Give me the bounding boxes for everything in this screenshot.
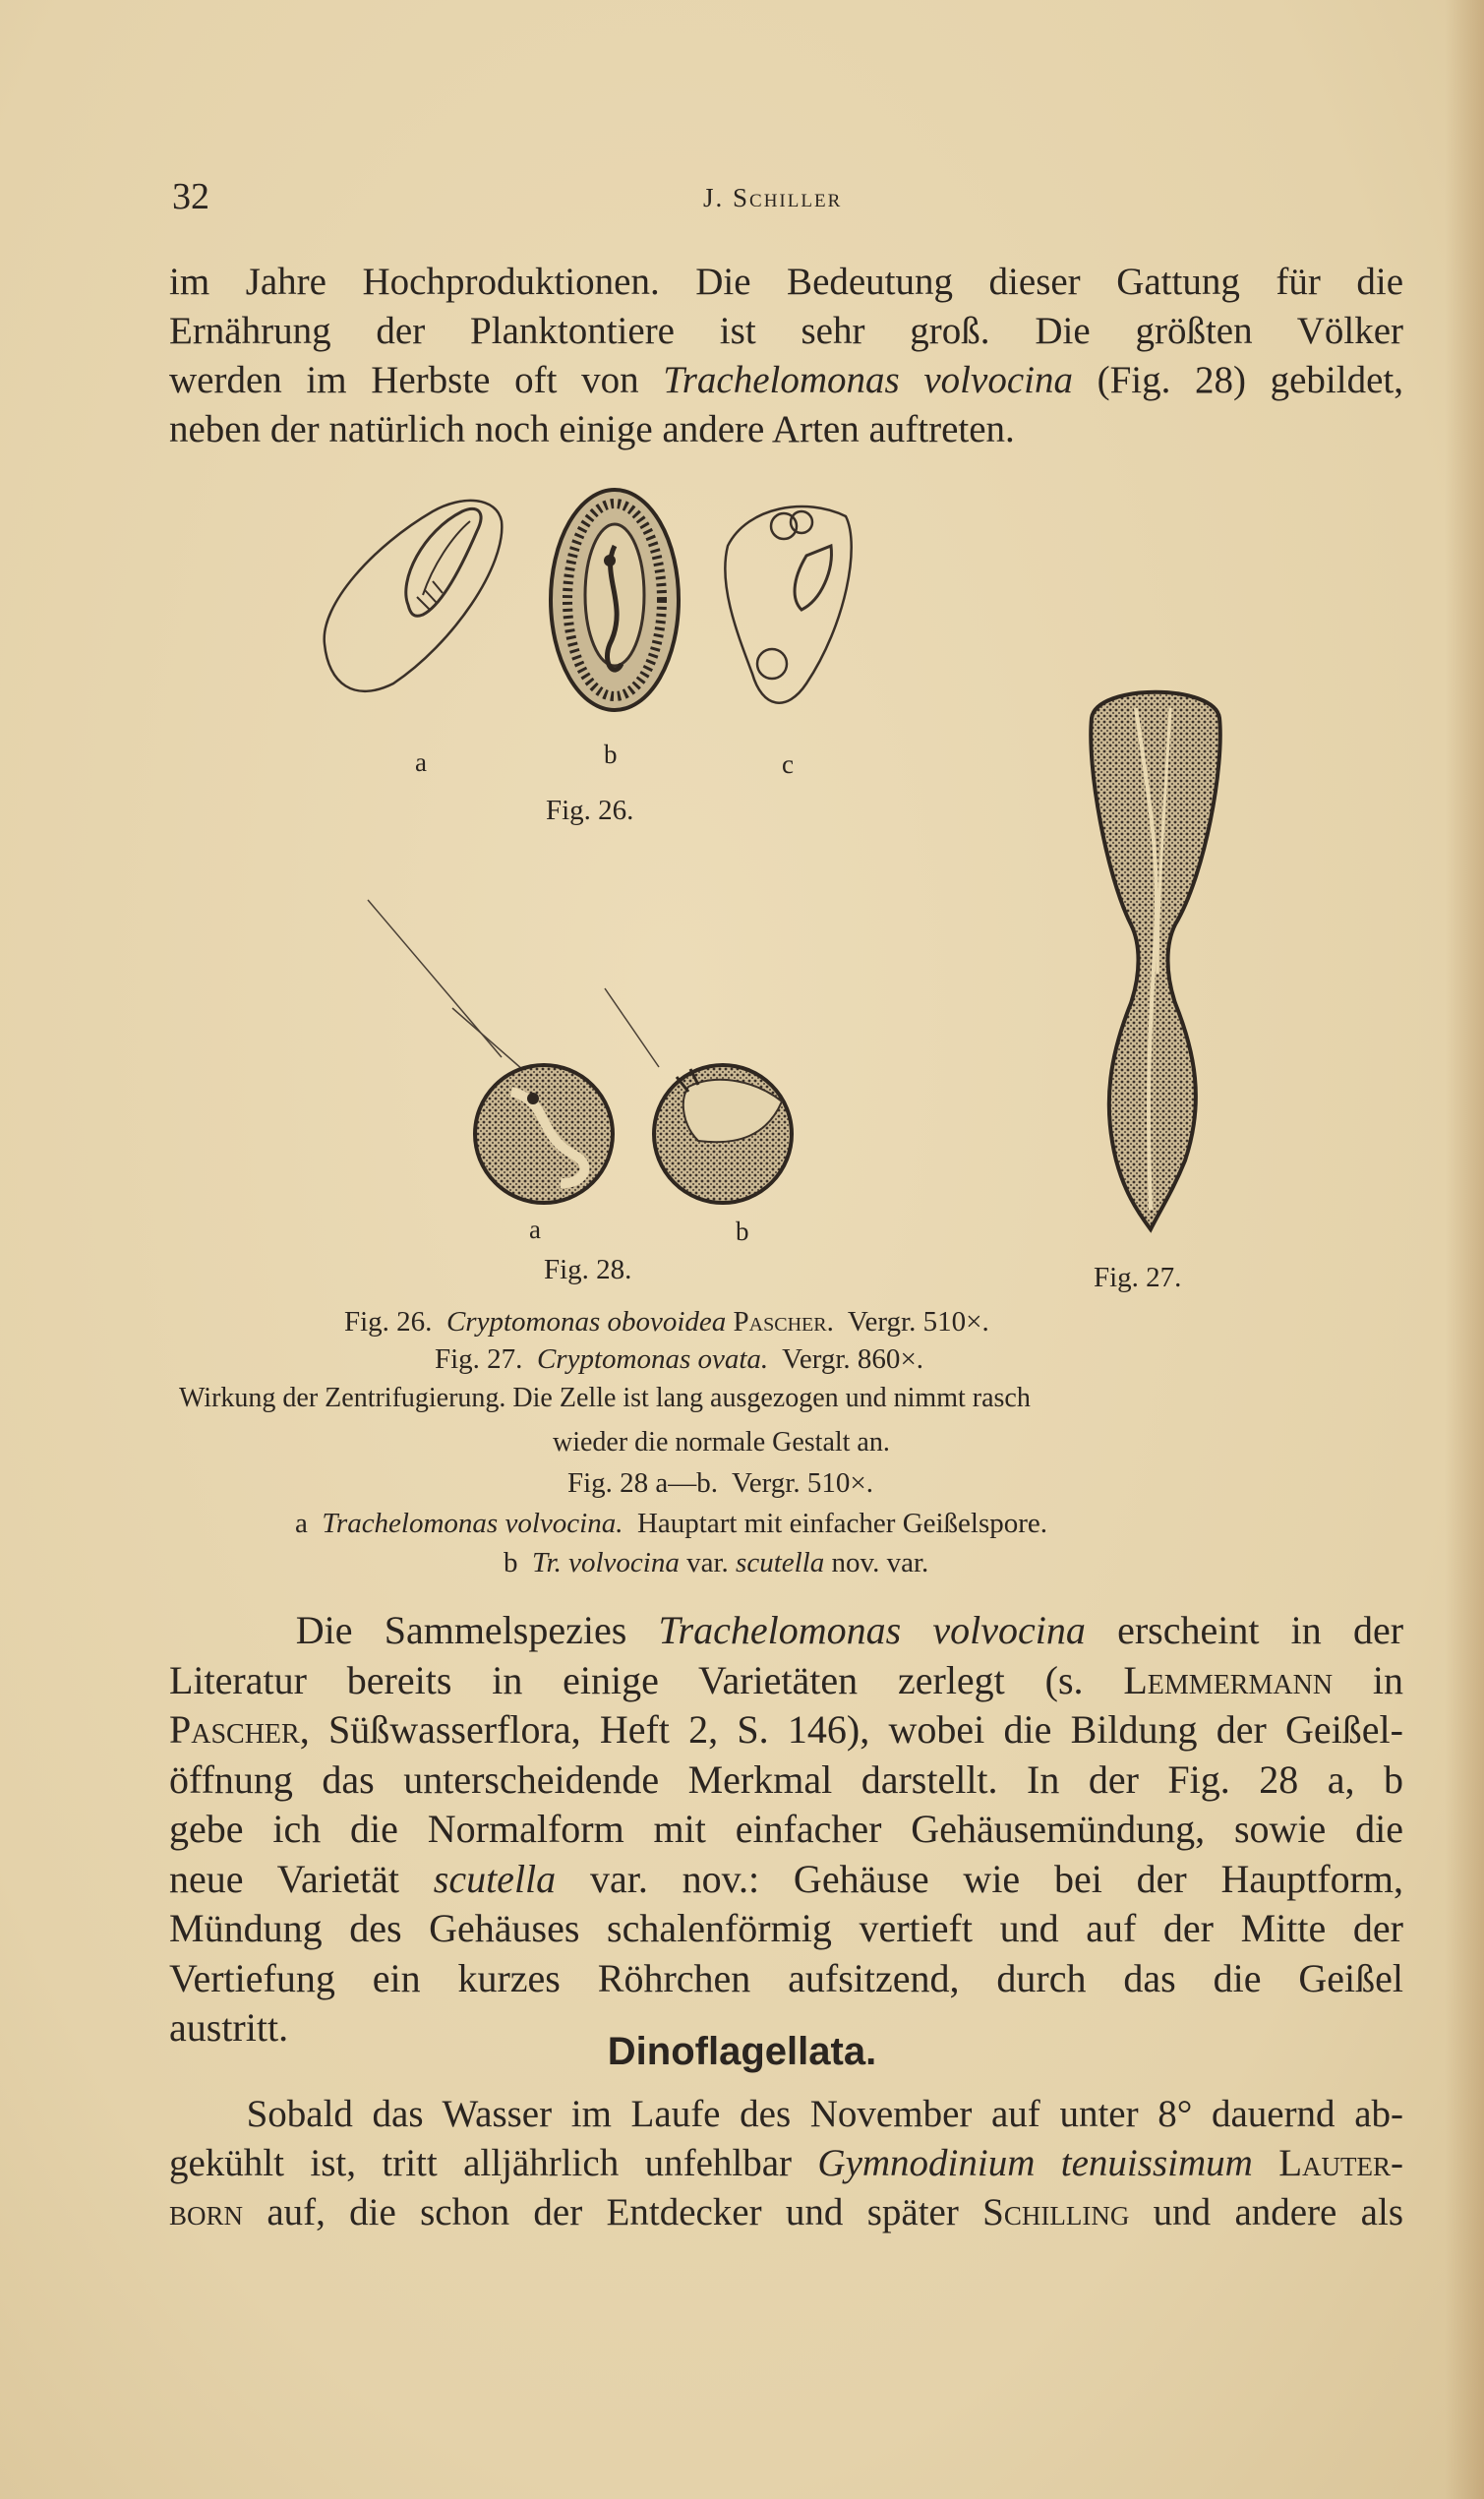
p2-line-8: Vertiefung ein kurzes Röhrchen aufsitzend, durch das die Geißel <box>169 1955 1403 2000</box>
p3-line-1 <box>169 2090 1403 2139</box>
p2-line-6-b: var. nov.: Gehäuse wie bei der Hauptform, <box>589 1856 1403 1901</box>
caption-fig26: Fig. 26. Cryptomonas obovoidea Pascher. Vergr. 510×. <box>344 1306 989 1338</box>
p3-author-lauterborn-a: Lauter- <box>1278 2142 1404 2184</box>
caption-fig28a-text: Hauptart mit einfacher Geißelspore. <box>636 1508 1048 1539</box>
p3-author-schilling: Schilling <box>982 2191 1130 2233</box>
caption-fig27-line4: wieder die normale Gestalt an. <box>553 1427 890 1458</box>
fig26a-cell <box>325 501 503 691</box>
fig26-label-c: c <box>782 749 794 779</box>
p3-species: Gymnodinium tenuissimum <box>817 2142 1253 2184</box>
intro-line-3 <box>169 356 1403 405</box>
fig27-title: Fig. 27. <box>1094 1262 1182 1293</box>
caption-fig26-prefix: Fig. 26. <box>344 1306 433 1338</box>
page-number: 32 <box>172 176 209 217</box>
p2-line-5: gebe ich die Normalform mit einfacher Gehäusemündung, sowie die <box>169 1807 1403 1851</box>
p3-line-2 <box>169 2139 1403 2188</box>
p2-line-6 <box>169 1855 1403 1905</box>
p2-line-1 <box>169 1606 1403 1656</box>
p2-author-lemmermann: Lemmermann <box>1123 1657 1334 1702</box>
caption-fig28b-end: nov. var. <box>831 1547 929 1578</box>
caption-fig28b-var-label: var. <box>686 1547 729 1578</box>
p3-line-3-c: und andere als <box>1153 2191 1403 2233</box>
fig28-label-a: a <box>529 1215 541 1244</box>
fig27-drawing <box>1067 679 1244 1249</box>
p2-variety: scutella <box>433 1856 557 1901</box>
intro-paragraph <box>169 258 1403 454</box>
caption-fig27-vergr: Vergr. 860 <box>782 1343 901 1375</box>
caption-fig28b-species: Tr. volvocina <box>532 1547 680 1578</box>
caption-fig28a <box>295 1508 1047 1540</box>
times-icon: × <box>850 1467 866 1499</box>
fig28-pointer-lines <box>368 900 659 1077</box>
p3-line-2-a: gekühlt ist, tritt alljährlich unfehlbar <box>169 2142 793 2184</box>
p2-species: Trachelomonas volvocina <box>658 1608 1086 1652</box>
fig26-title: Fig. 26. <box>546 795 634 826</box>
intro-line-3-a: werden im Herbste oft von <box>169 359 639 401</box>
p2-line-1-a: Die Sammelspezies <box>295 1608 627 1652</box>
fig28-drawings <box>364 890 826 1215</box>
fig28-title: Fig. 28. <box>544 1254 632 1285</box>
caption-fig27-prefix: Fig. 27. <box>435 1343 523 1375</box>
caption-fig28b <box>504 1547 928 1579</box>
caption-fig28b-letter: b <box>504 1547 518 1578</box>
p3-line-3 <box>169 2188 1403 2237</box>
section-heading: Dinoflagellata. <box>607 2030 877 2073</box>
p3-line-3-b: auf, die schon der Entdecker und später <box>267 2191 959 2233</box>
fig26b-cell <box>551 490 679 710</box>
times-icon: × <box>900 1343 917 1375</box>
p2-line-2 <box>169 1656 1403 1706</box>
fig26-drawings <box>315 487 885 743</box>
caption-fig26-vergr: Vergr. 510 <box>847 1306 967 1338</box>
caption-fig28-vergr: Vergr. 510 <box>732 1467 851 1499</box>
p2-author-pascher: Pascher, <box>169 1707 310 1752</box>
caption-fig28-prefix: Fig. 28 a—b. <box>567 1467 719 1499</box>
caption-fig27: Fig. 27. Cryptomonas ovata. Vergr. 860×. <box>435 1343 924 1375</box>
caption-fig27-species: Cryptomonas ovata. <box>536 1343 769 1375</box>
fig26-label-b: b <box>604 740 618 769</box>
p2-line-6-a: neue Varietät <box>169 1856 399 1901</box>
p2-line-4: öffnung das unterscheidende Merkmal darstellt. In der Fig. 28 a, b <box>169 1756 1403 1802</box>
caption-fig28: Fig. 28 a—b. Vergr. 510×. <box>567 1467 873 1499</box>
p2-line-1-b: erscheint in der <box>1117 1608 1404 1652</box>
paragraph-2 <box>169 1606 1403 2053</box>
intro-line-1: im Jahre Hochproduktionen. Die Bedeutung dieser Gattung für die <box>169 261 1403 303</box>
p2-line-3-b: Süßwasserflora, Heft 2, S. 146), wobei die Bildung der Geißel- <box>327 1707 1403 1752</box>
p2-line-3 <box>169 1705 1403 1755</box>
caption-fig28b-var: scutella <box>736 1547 825 1578</box>
caption-fig26-species: Cryptomonas obovoidea <box>445 1306 727 1338</box>
p2-line-9: austritt. <box>169 2005 289 2050</box>
fig26c-cell <box>725 506 851 703</box>
caption-fig28a-letter: a <box>295 1508 308 1539</box>
paragraph-3 <box>169 2090 1403 2237</box>
running-head: J. Schiller <box>703 183 843 212</box>
intro-species: Trachelomonas volvocina <box>663 359 1073 401</box>
fig28a-cell <box>475 1065 613 1203</box>
p2-line-2-a: Literatur bereits in einige Varietäten zerlegt (s. <box>169 1657 1084 1702</box>
p2-line-7: Mündung des Gehäuses schalenförmig vertieft und auf der Mitte der <box>169 1906 1403 1950</box>
caption-fig26-author: Pascher. <box>733 1306 834 1338</box>
page-edge-shadow <box>1445 0 1484 2499</box>
intro-line-3-b: (Fig. 28) gebildet, <box>1097 359 1403 401</box>
p2-line-2-b: in <box>1372 1657 1404 1702</box>
caption-fig27-line3: Wirkung der Zentrifugierung. Die Zelle ist lang ausgezogen und nimmt rasch <box>179 1383 1031 1413</box>
caption-fig28a-species: Trachelomonas volvocina. <box>322 1508 623 1539</box>
fig28-label-b: b <box>736 1217 749 1246</box>
intro-line-2: Ernährung der Planktontiere ist sehr groß. Die größten Völker <box>169 310 1403 352</box>
p3-author-lauterborn-b: born <box>169 2191 244 2233</box>
times-icon: × <box>966 1306 982 1338</box>
fig28b-cell <box>654 1065 792 1203</box>
p3-line-1-text: Sobald das Wasser im Laufe des November auf unter 8° dauernd ab- <box>246 2093 1403 2135</box>
fig26-label-a: a <box>415 747 427 777</box>
intro-line-4: neben der natürlich noch einige andere Arten auftreten. <box>169 408 1015 450</box>
